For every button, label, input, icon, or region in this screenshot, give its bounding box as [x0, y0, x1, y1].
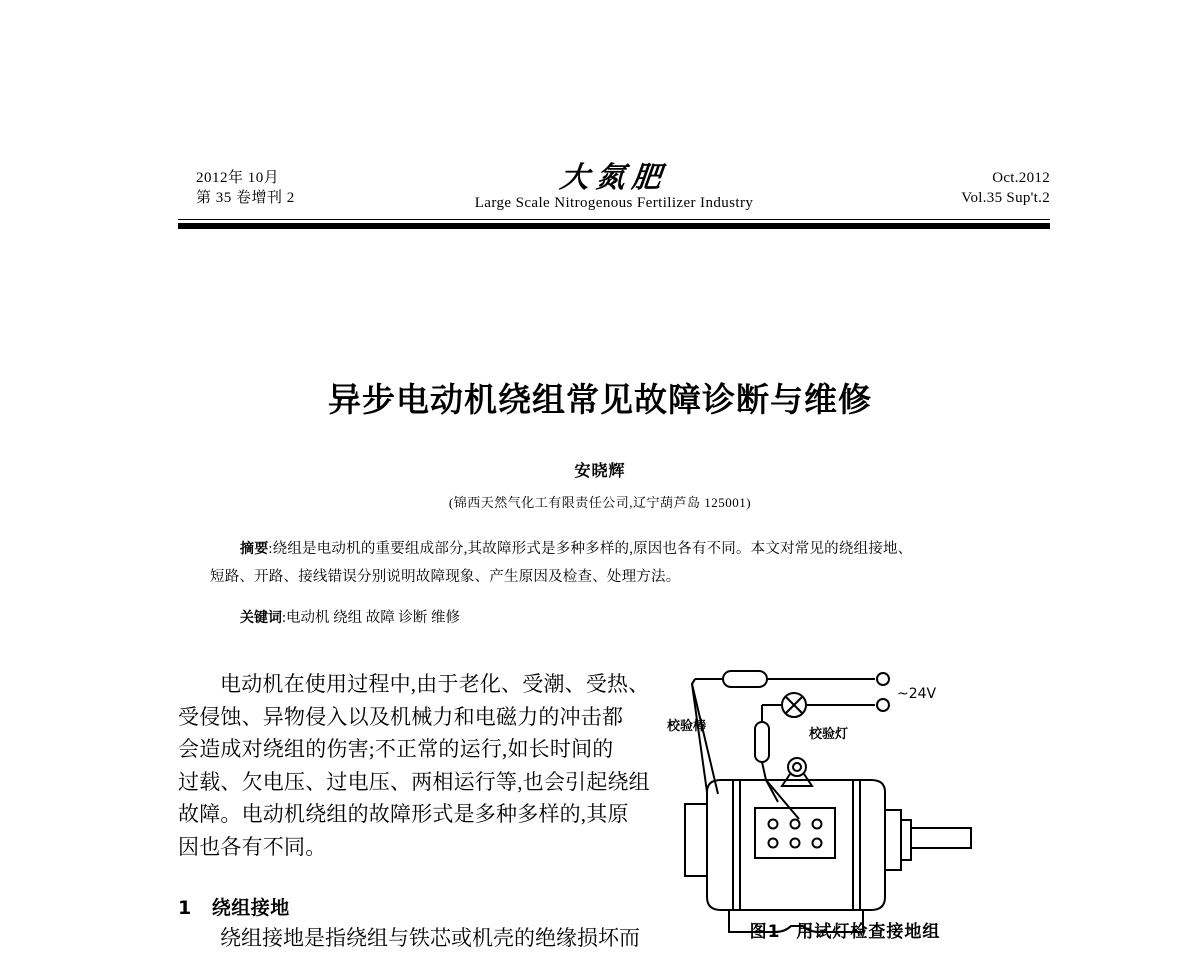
running-head — [178, 160, 1050, 216]
abstract-line-2: 短路、开路、接线错误分别说明故障现象、产生原因及检查、处理方法。 — [210, 569, 681, 585]
terminal-hole — [813, 839, 822, 848]
body-line: 因也各有不同。 — [178, 834, 327, 859]
journal-masthead — [404, 162, 824, 212]
terminal-middle — [877, 699, 889, 711]
motor-end-bell-left — [685, 804, 707, 876]
abstract-label: 摘要 — [240, 541, 269, 557]
motor-end-bell-right — [885, 810, 901, 870]
header-volume-cn: 第 35 卷增刊 2 — [196, 190, 295, 206]
author-affiliation: (锦西天然气化工有限责任公司,辽宁葫芦岛 125001) — [448, 495, 752, 510]
test-rod-lower-symbol — [755, 722, 769, 762]
terminal-hole — [791, 839, 800, 848]
motor-shaft — [911, 828, 971, 848]
header-rule-thin — [178, 219, 1050, 220]
journal-title-en: Large Scale Nitrogenous Fertilizer Industry — [474, 195, 754, 211]
author-name: 安晓辉 — [574, 461, 626, 480]
body-line: 受侵蚀、异物侵入以及机械力和电磁力的冲击都 — [178, 704, 624, 729]
figure-caption-text: 用试灯检查接地组 — [796, 922, 941, 942]
keywords-text: :电动机 绕组 故障 诊断 维修 — [282, 610, 461, 626]
header-issue-date-en: Oct.2012 — [992, 170, 1050, 186]
terminal-hole — [791, 820, 800, 829]
terminal-hole — [813, 820, 822, 829]
section-number: 1 — [178, 897, 192, 919]
figure-label-test-lamp: 校验灯 — [809, 727, 849, 742]
terminal-hole — [769, 839, 778, 848]
body-paragraph-2: 绕组接地是指绕组与铁芯或机壳的绝缘损坏而 — [220, 926, 640, 950]
section-heading-1 — [178, 893, 290, 920]
motor-lifting-eye — [782, 758, 812, 786]
keywords-label: 关键词 — [240, 610, 282, 626]
figure-1-caption — [645, 917, 1045, 942]
keywords-block — [210, 605, 1020, 631]
body-line: 故障。电动机绕组的故障形式是多种多样的,其原 — [178, 802, 629, 826]
abstract-text-1: :绕组是电动机的重要组成部分,其故障形式是多种多样的,原因也各有不同。本文对常见的绕组接地、 — [268, 541, 913, 557]
header-left-block — [196, 168, 295, 208]
body-paragraph-1 — [178, 668, 650, 863]
circuit-top-branch — [695, 671, 889, 687]
circuit-lamp-branch — [762, 693, 889, 722]
body-line: 过载、欠电压、过电压、两相运行等,也会引起绕组 — [178, 769, 650, 794]
body-line: 会造成对绕组的伤害;不正常的运行,如长时间的 — [178, 737, 614, 761]
section-title: 绕组接地 — [211, 897, 290, 919]
motor-body — [685, 780, 971, 932]
figure-caption-number: 图1 — [749, 922, 781, 942]
header-volume-en: Vol.35 Sup't.2 — [961, 190, 1050, 206]
body-line: 电动机在使用过程中,由于老化、受潮、受热、 — [220, 672, 650, 696]
figure-1-illustration — [645, 662, 1045, 937]
probe-lead-left — [692, 679, 718, 794]
terminal-hole — [769, 820, 778, 829]
figure-label-voltage: ~24V — [897, 686, 937, 702]
page-title: 异步电动机绕组常见故障诊断与维修 — [328, 380, 872, 419]
header-right-block — [961, 168, 1050, 208]
journal-logo-cn: 大氮肥 — [558, 160, 670, 194]
abstract-line-1 — [210, 535, 1020, 563]
test-rod-symbol — [723, 671, 767, 687]
terminal-top — [877, 673, 889, 685]
header-rule-thick — [178, 223, 1050, 229]
figure-label-test-rod: 校验棒 — [667, 719, 707, 734]
header-issue-date: 2012年 10月 — [196, 170, 280, 186]
abstract-block — [210, 535, 1020, 591]
